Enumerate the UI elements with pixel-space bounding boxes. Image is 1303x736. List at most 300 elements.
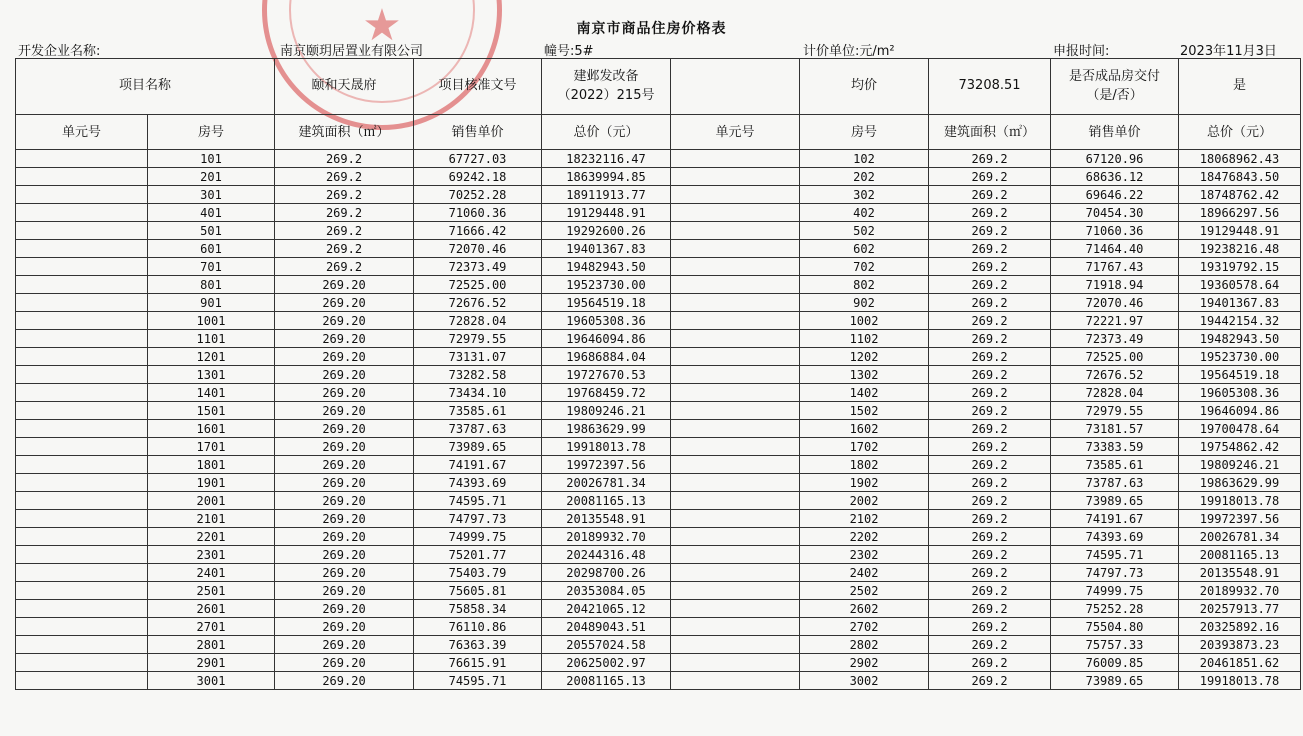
price-table — [15, 58, 1301, 690]
unit-cell — [16, 348, 148, 366]
unit-price: 72070.46 — [414, 240, 542, 258]
floor-area: 269.2 — [929, 420, 1051, 438]
unit-cell — [16, 276, 148, 294]
unit-price: 76110.86 — [414, 618, 542, 636]
unit-price: 71666.42 — [414, 222, 542, 240]
floor-area: 269.2 — [929, 240, 1051, 258]
floor-area: 269.2 — [929, 456, 1051, 474]
unit-price: 74191.67 — [414, 456, 542, 474]
unit-cell — [671, 618, 800, 636]
room-number: 2501 — [148, 582, 275, 600]
floor-area: 269.20 — [275, 474, 414, 492]
room-number: 1601 — [148, 420, 275, 438]
room-number: 1701 — [148, 438, 275, 456]
unit-cell — [671, 366, 800, 384]
column-header: 销售单价 — [414, 115, 542, 150]
building-number: 幢号:5# — [544, 44, 594, 59]
table-row — [16, 654, 1301, 672]
room-number: 1802 — [800, 456, 929, 474]
floor-area: 269.20 — [275, 438, 414, 456]
unit-cell — [16, 438, 148, 456]
floor-area: 269.2 — [929, 510, 1051, 528]
total-price: 20421065.12 — [542, 600, 671, 618]
total-price: 19863629.99 — [542, 420, 671, 438]
unit-price: 76009.85 — [1051, 654, 1179, 672]
unit-price: 74797.73 — [1051, 564, 1179, 582]
floor-area: 269.2 — [275, 258, 414, 276]
table-row — [16, 402, 1301, 420]
unit-cell — [16, 600, 148, 618]
unit-price: 73383.59 — [1051, 438, 1179, 456]
total-price: 20257913.77 — [1179, 600, 1301, 618]
unit-cell — [16, 222, 148, 240]
total-price: 20325892.16 — [1179, 618, 1301, 636]
room-number: 2801 — [148, 636, 275, 654]
total-price: 18911913.77 — [542, 186, 671, 204]
unit-price: 69242.18 — [414, 168, 542, 186]
unit-cell — [671, 168, 800, 186]
room-number: 501 — [148, 222, 275, 240]
room-number: 2701 — [148, 618, 275, 636]
total-price: 18068962.43 — [1179, 150, 1301, 168]
column-header: 总价（元） — [1179, 115, 1301, 150]
floor-area: 269.20 — [275, 456, 414, 474]
room-number: 1401 — [148, 384, 275, 402]
total-price: 19972397.56 — [542, 456, 671, 474]
unit-price: 70454.30 — [1051, 204, 1179, 222]
room-number: 1602 — [800, 420, 929, 438]
room-number: 2402 — [800, 564, 929, 582]
unit-cell — [671, 582, 800, 600]
floor-area: 269.20 — [275, 510, 414, 528]
column-header: 单元号 — [16, 115, 148, 150]
table-row — [16, 150, 1301, 168]
total-price: 19523730.00 — [542, 276, 671, 294]
floor-area: 269.20 — [275, 546, 414, 564]
room-number: 2901 — [148, 654, 275, 672]
floor-area: 269.2 — [929, 366, 1051, 384]
unit-cell — [671, 294, 800, 312]
unit-price: 71918.94 — [1051, 276, 1179, 294]
room-number: 1501 — [148, 402, 275, 420]
unit-cell — [16, 618, 148, 636]
unit-price: 73989.65 — [1051, 492, 1179, 510]
total-price: 20135548.91 — [1179, 564, 1301, 582]
floor-area: 269.20 — [275, 528, 414, 546]
room-number: 1901 — [148, 474, 275, 492]
unit-price: 73131.07 — [414, 348, 542, 366]
total-price: 18476843.50 — [1179, 168, 1301, 186]
unit-price: 76363.39 — [414, 636, 542, 654]
total-price: 20189932.70 — [1179, 582, 1301, 600]
total-price: 19918013.78 — [1179, 672, 1301, 690]
unit-price: 67120.96 — [1051, 150, 1179, 168]
floor-area: 269.20 — [275, 276, 414, 294]
table-row — [16, 528, 1301, 546]
floor-area: 269.20 — [275, 366, 414, 384]
unit-price: 76615.91 — [414, 654, 542, 672]
unit-cell — [16, 456, 148, 474]
room-number: 2401 — [148, 564, 275, 582]
floor-area: 269.20 — [275, 564, 414, 582]
unit-cell — [671, 276, 800, 294]
price-unit: 计价单位:元/m² — [803, 44, 895, 59]
unit-price: 72676.52 — [1051, 366, 1179, 384]
floor-area: 269.2 — [929, 312, 1051, 330]
total-price: 20353084.05 — [542, 582, 671, 600]
total-price: 20244316.48 — [542, 546, 671, 564]
table-row — [16, 492, 1301, 510]
total-price: 19686884.04 — [542, 348, 671, 366]
table-row — [16, 636, 1301, 654]
unit-price: 73181.57 — [1051, 420, 1179, 438]
total-price: 19646094.86 — [542, 330, 671, 348]
unit-cell — [16, 582, 148, 600]
floor-area: 269.2 — [275, 222, 414, 240]
floor-area: 269.20 — [275, 636, 414, 654]
room-number: 801 — [148, 276, 275, 294]
unit-cell — [671, 600, 800, 618]
floor-area: 269.2 — [929, 384, 1051, 402]
date-value: 2023年11月3日 — [1180, 44, 1277, 59]
total-price: 19564519.18 — [542, 294, 671, 312]
total-price: 19918013.78 — [542, 438, 671, 456]
total-price: 19863629.99 — [1179, 474, 1301, 492]
unit-cell — [671, 510, 800, 528]
project-header-row — [16, 59, 1301, 115]
room-number: 1402 — [800, 384, 929, 402]
total-price: 19646094.86 — [1179, 402, 1301, 420]
room-number: 1801 — [148, 456, 275, 474]
room-number: 1001 — [148, 312, 275, 330]
floor-area: 269.2 — [929, 168, 1051, 186]
unit-cell — [16, 510, 148, 528]
total-price: 19605308.36 — [542, 312, 671, 330]
floor-area: 269.20 — [275, 618, 414, 636]
room-number: 1201 — [148, 348, 275, 366]
unit-cell — [671, 564, 800, 582]
unit-price: 75858.34 — [414, 600, 542, 618]
floor-area: 269.2 — [275, 168, 414, 186]
floor-area: 269.20 — [275, 384, 414, 402]
floor-area: 269.20 — [275, 420, 414, 438]
total-price: 19360578.64 — [1179, 276, 1301, 294]
unit-price: 74797.73 — [414, 510, 542, 528]
date-label: 申报时间: — [1053, 44, 1110, 59]
table-row — [16, 564, 1301, 582]
table-row — [16, 186, 1301, 204]
column-header: 房号 — [148, 115, 275, 150]
floor-area: 269.2 — [929, 330, 1051, 348]
unit-price: 73787.63 — [1051, 474, 1179, 492]
unit-price: 74999.75 — [1051, 582, 1179, 600]
unit-cell — [16, 258, 148, 276]
unit-price: 73585.61 — [414, 402, 542, 420]
total-price: 19129448.91 — [542, 204, 671, 222]
room-number: 3002 — [800, 672, 929, 690]
unit-price: 73989.65 — [414, 438, 542, 456]
page-title: 南京市商品住房价格表 — [576, 21, 727, 37]
floor-area: 269.2 — [929, 438, 1051, 456]
floor-area: 269.2 — [929, 618, 1051, 636]
room-number: 2902 — [800, 654, 929, 672]
unit-cell — [16, 636, 148, 654]
unit-cell — [671, 438, 800, 456]
unit-price: 74191.67 — [1051, 510, 1179, 528]
unit-cell — [671, 420, 800, 438]
table-row — [16, 240, 1301, 258]
column-header: 房号 — [800, 115, 929, 150]
unit-cell — [671, 204, 800, 222]
unit-cell — [16, 492, 148, 510]
unit-price: 71464.40 — [1051, 240, 1179, 258]
unit-cell — [671, 312, 800, 330]
unit-cell — [16, 654, 148, 672]
header-blank-cell — [671, 59, 800, 115]
total-price: 20189932.70 — [542, 528, 671, 546]
unit-price: 72373.49 — [414, 258, 542, 276]
unit-cell — [671, 474, 800, 492]
total-price: 19292600.26 — [542, 222, 671, 240]
floor-area: 269.20 — [275, 654, 414, 672]
total-price: 19238216.48 — [1179, 240, 1301, 258]
room-number: 2301 — [148, 546, 275, 564]
avg-price-label: 均价 — [800, 59, 929, 115]
table-row — [16, 366, 1301, 384]
column-header: 单元号 — [671, 115, 800, 150]
total-price: 20489043.51 — [542, 618, 671, 636]
floor-area: 269.2 — [929, 546, 1051, 564]
room-number: 2302 — [800, 546, 929, 564]
unit-price: 72828.04 — [414, 312, 542, 330]
total-price: 20393873.23 — [1179, 636, 1301, 654]
room-number: 201 — [148, 168, 275, 186]
room-number: 301 — [148, 186, 275, 204]
unit-price: 73282.58 — [414, 366, 542, 384]
column-header: 总价（元） — [542, 115, 671, 150]
room-number: 601 — [148, 240, 275, 258]
unit-cell — [16, 420, 148, 438]
total-price: 19442154.32 — [1179, 312, 1301, 330]
room-number: 701 — [148, 258, 275, 276]
unit-price: 75201.77 — [414, 546, 542, 564]
unit-cell — [16, 546, 148, 564]
room-number: 1202 — [800, 348, 929, 366]
room-number: 902 — [800, 294, 929, 312]
floor-area: 269.2 — [929, 276, 1051, 294]
unit-price: 74595.71 — [1051, 546, 1179, 564]
unit-price: 68636.12 — [1051, 168, 1179, 186]
approval-value: 建邺发改备（2022）215号 — [542, 59, 671, 115]
room-number: 1902 — [800, 474, 929, 492]
unit-cell — [16, 672, 148, 690]
unit-price: 75504.80 — [1051, 618, 1179, 636]
table-row — [16, 384, 1301, 402]
column-header-row — [16, 115, 1301, 150]
room-number: 1702 — [800, 438, 929, 456]
total-price: 19918013.78 — [1179, 492, 1301, 510]
floor-area: 269.2 — [929, 564, 1051, 582]
unit-cell — [671, 150, 800, 168]
unit-cell — [671, 546, 800, 564]
total-price: 19401367.83 — [542, 240, 671, 258]
total-price: 18639994.85 — [542, 168, 671, 186]
unit-price: 72221.97 — [1051, 312, 1179, 330]
room-number: 2802 — [800, 636, 929, 654]
table-body — [16, 150, 1301, 690]
floor-area: 269.20 — [275, 600, 414, 618]
total-price: 20135548.91 — [542, 510, 671, 528]
unit-cell — [671, 348, 800, 366]
table-row — [16, 672, 1301, 690]
unit-cell — [16, 384, 148, 402]
table-row — [16, 294, 1301, 312]
table-row — [16, 204, 1301, 222]
room-number: 2201 — [148, 528, 275, 546]
floor-area: 269.2 — [275, 186, 414, 204]
total-price: 19754862.42 — [1179, 438, 1301, 456]
room-number: 2601 — [148, 600, 275, 618]
unit-cell — [671, 654, 800, 672]
floor-area: 269.2 — [929, 600, 1051, 618]
unit-cell — [16, 204, 148, 222]
total-price: 19768459.72 — [542, 384, 671, 402]
table-row — [16, 276, 1301, 294]
finished-delivery-value: 是 — [1179, 59, 1301, 115]
floor-area: 269.20 — [275, 330, 414, 348]
unit-cell — [16, 150, 148, 168]
unit-price: 74595.71 — [414, 492, 542, 510]
table-row — [16, 258, 1301, 276]
table-row — [16, 474, 1301, 492]
floor-area: 269.2 — [275, 204, 414, 222]
unit-cell — [671, 384, 800, 402]
total-price: 19727670.53 — [542, 366, 671, 384]
table-row — [16, 510, 1301, 528]
table-row — [16, 582, 1301, 600]
table-row — [16, 348, 1301, 366]
unit-cell — [671, 402, 800, 420]
total-price: 20557024.58 — [542, 636, 671, 654]
total-price: 20081165.13 — [542, 492, 671, 510]
table-row — [16, 330, 1301, 348]
project-name-label: 项目名称 — [16, 59, 275, 115]
unit-cell — [16, 330, 148, 348]
table-row — [16, 438, 1301, 456]
table-row — [16, 546, 1301, 564]
total-price: 19523730.00 — [1179, 348, 1301, 366]
unit-price: 75403.79 — [414, 564, 542, 582]
unit-price: 73787.63 — [414, 420, 542, 438]
room-number: 2602 — [800, 600, 929, 618]
table-row — [16, 618, 1301, 636]
floor-area: 269.2 — [275, 240, 414, 258]
total-price: 20461851.62 — [1179, 654, 1301, 672]
unit-price: 75757.33 — [1051, 636, 1179, 654]
room-number: 602 — [800, 240, 929, 258]
unit-cell — [16, 402, 148, 420]
unit-price: 74595.71 — [414, 672, 542, 690]
room-number: 1502 — [800, 402, 929, 420]
avg-price-value: 73208.51 — [929, 59, 1051, 115]
unit-price: 67727.03 — [414, 150, 542, 168]
floor-area: 269.2 — [929, 222, 1051, 240]
floor-area: 269.20 — [275, 582, 414, 600]
unit-price: 72979.55 — [414, 330, 542, 348]
floor-area: 269.2 — [929, 402, 1051, 420]
floor-area: 269.20 — [275, 294, 414, 312]
total-price: 19809246.21 — [1179, 456, 1301, 474]
room-number: 302 — [800, 186, 929, 204]
unit-price: 73434.10 — [414, 384, 542, 402]
room-number: 1002 — [800, 312, 929, 330]
unit-cell — [671, 186, 800, 204]
column-header: 建筑面积（㎡） — [929, 115, 1051, 150]
room-number: 401 — [148, 204, 275, 222]
unit-cell — [16, 474, 148, 492]
unit-price: 74999.75 — [414, 528, 542, 546]
unit-cell — [16, 294, 148, 312]
total-price: 20081165.13 — [542, 672, 671, 690]
total-price: 19482943.50 — [542, 258, 671, 276]
room-number: 3001 — [148, 672, 275, 690]
floor-area: 269.2 — [929, 582, 1051, 600]
room-number: 901 — [148, 294, 275, 312]
floor-area: 269.2 — [275, 150, 414, 168]
room-number: 2101 — [148, 510, 275, 528]
unit-price: 72070.46 — [1051, 294, 1179, 312]
unit-price: 71767.43 — [1051, 258, 1179, 276]
room-number: 2002 — [800, 492, 929, 510]
total-price: 20298700.26 — [542, 564, 671, 582]
room-number: 402 — [800, 204, 929, 222]
unit-price: 72525.00 — [1051, 348, 1179, 366]
developer-value: 南京颐玥居置业有限公司 — [280, 44, 424, 59]
unit-cell — [671, 636, 800, 654]
unit-price: 75252.28 — [1051, 600, 1179, 618]
unit-price: 72373.49 — [1051, 330, 1179, 348]
floor-area: 269.20 — [275, 672, 414, 690]
unit-cell — [671, 240, 800, 258]
room-number: 2202 — [800, 528, 929, 546]
room-number: 1301 — [148, 366, 275, 384]
floor-area: 269.2 — [929, 186, 1051, 204]
unit-cell — [671, 258, 800, 276]
floor-area: 269.20 — [275, 312, 414, 330]
total-price: 20625002.97 — [542, 654, 671, 672]
total-price: 18966297.56 — [1179, 204, 1301, 222]
total-price: 20026781.34 — [542, 474, 671, 492]
total-price: 19700478.64 — [1179, 420, 1301, 438]
room-number: 1101 — [148, 330, 275, 348]
unit-cell — [16, 240, 148, 258]
unit-price: 72979.55 — [1051, 402, 1179, 420]
floor-area: 269.2 — [929, 528, 1051, 546]
project-name-value: 颐和天晟府 — [275, 59, 414, 115]
table-row — [16, 456, 1301, 474]
floor-area: 269.2 — [929, 150, 1051, 168]
floor-area: 269.2 — [929, 258, 1051, 276]
unit-cell — [671, 528, 800, 546]
table-row — [16, 168, 1301, 186]
total-price: 20026781.34 — [1179, 528, 1301, 546]
room-number: 502 — [800, 222, 929, 240]
total-price: 19605308.36 — [1179, 384, 1301, 402]
room-number: 702 — [800, 258, 929, 276]
room-number: 202 — [800, 168, 929, 186]
room-number: 802 — [800, 276, 929, 294]
room-number: 1102 — [800, 330, 929, 348]
